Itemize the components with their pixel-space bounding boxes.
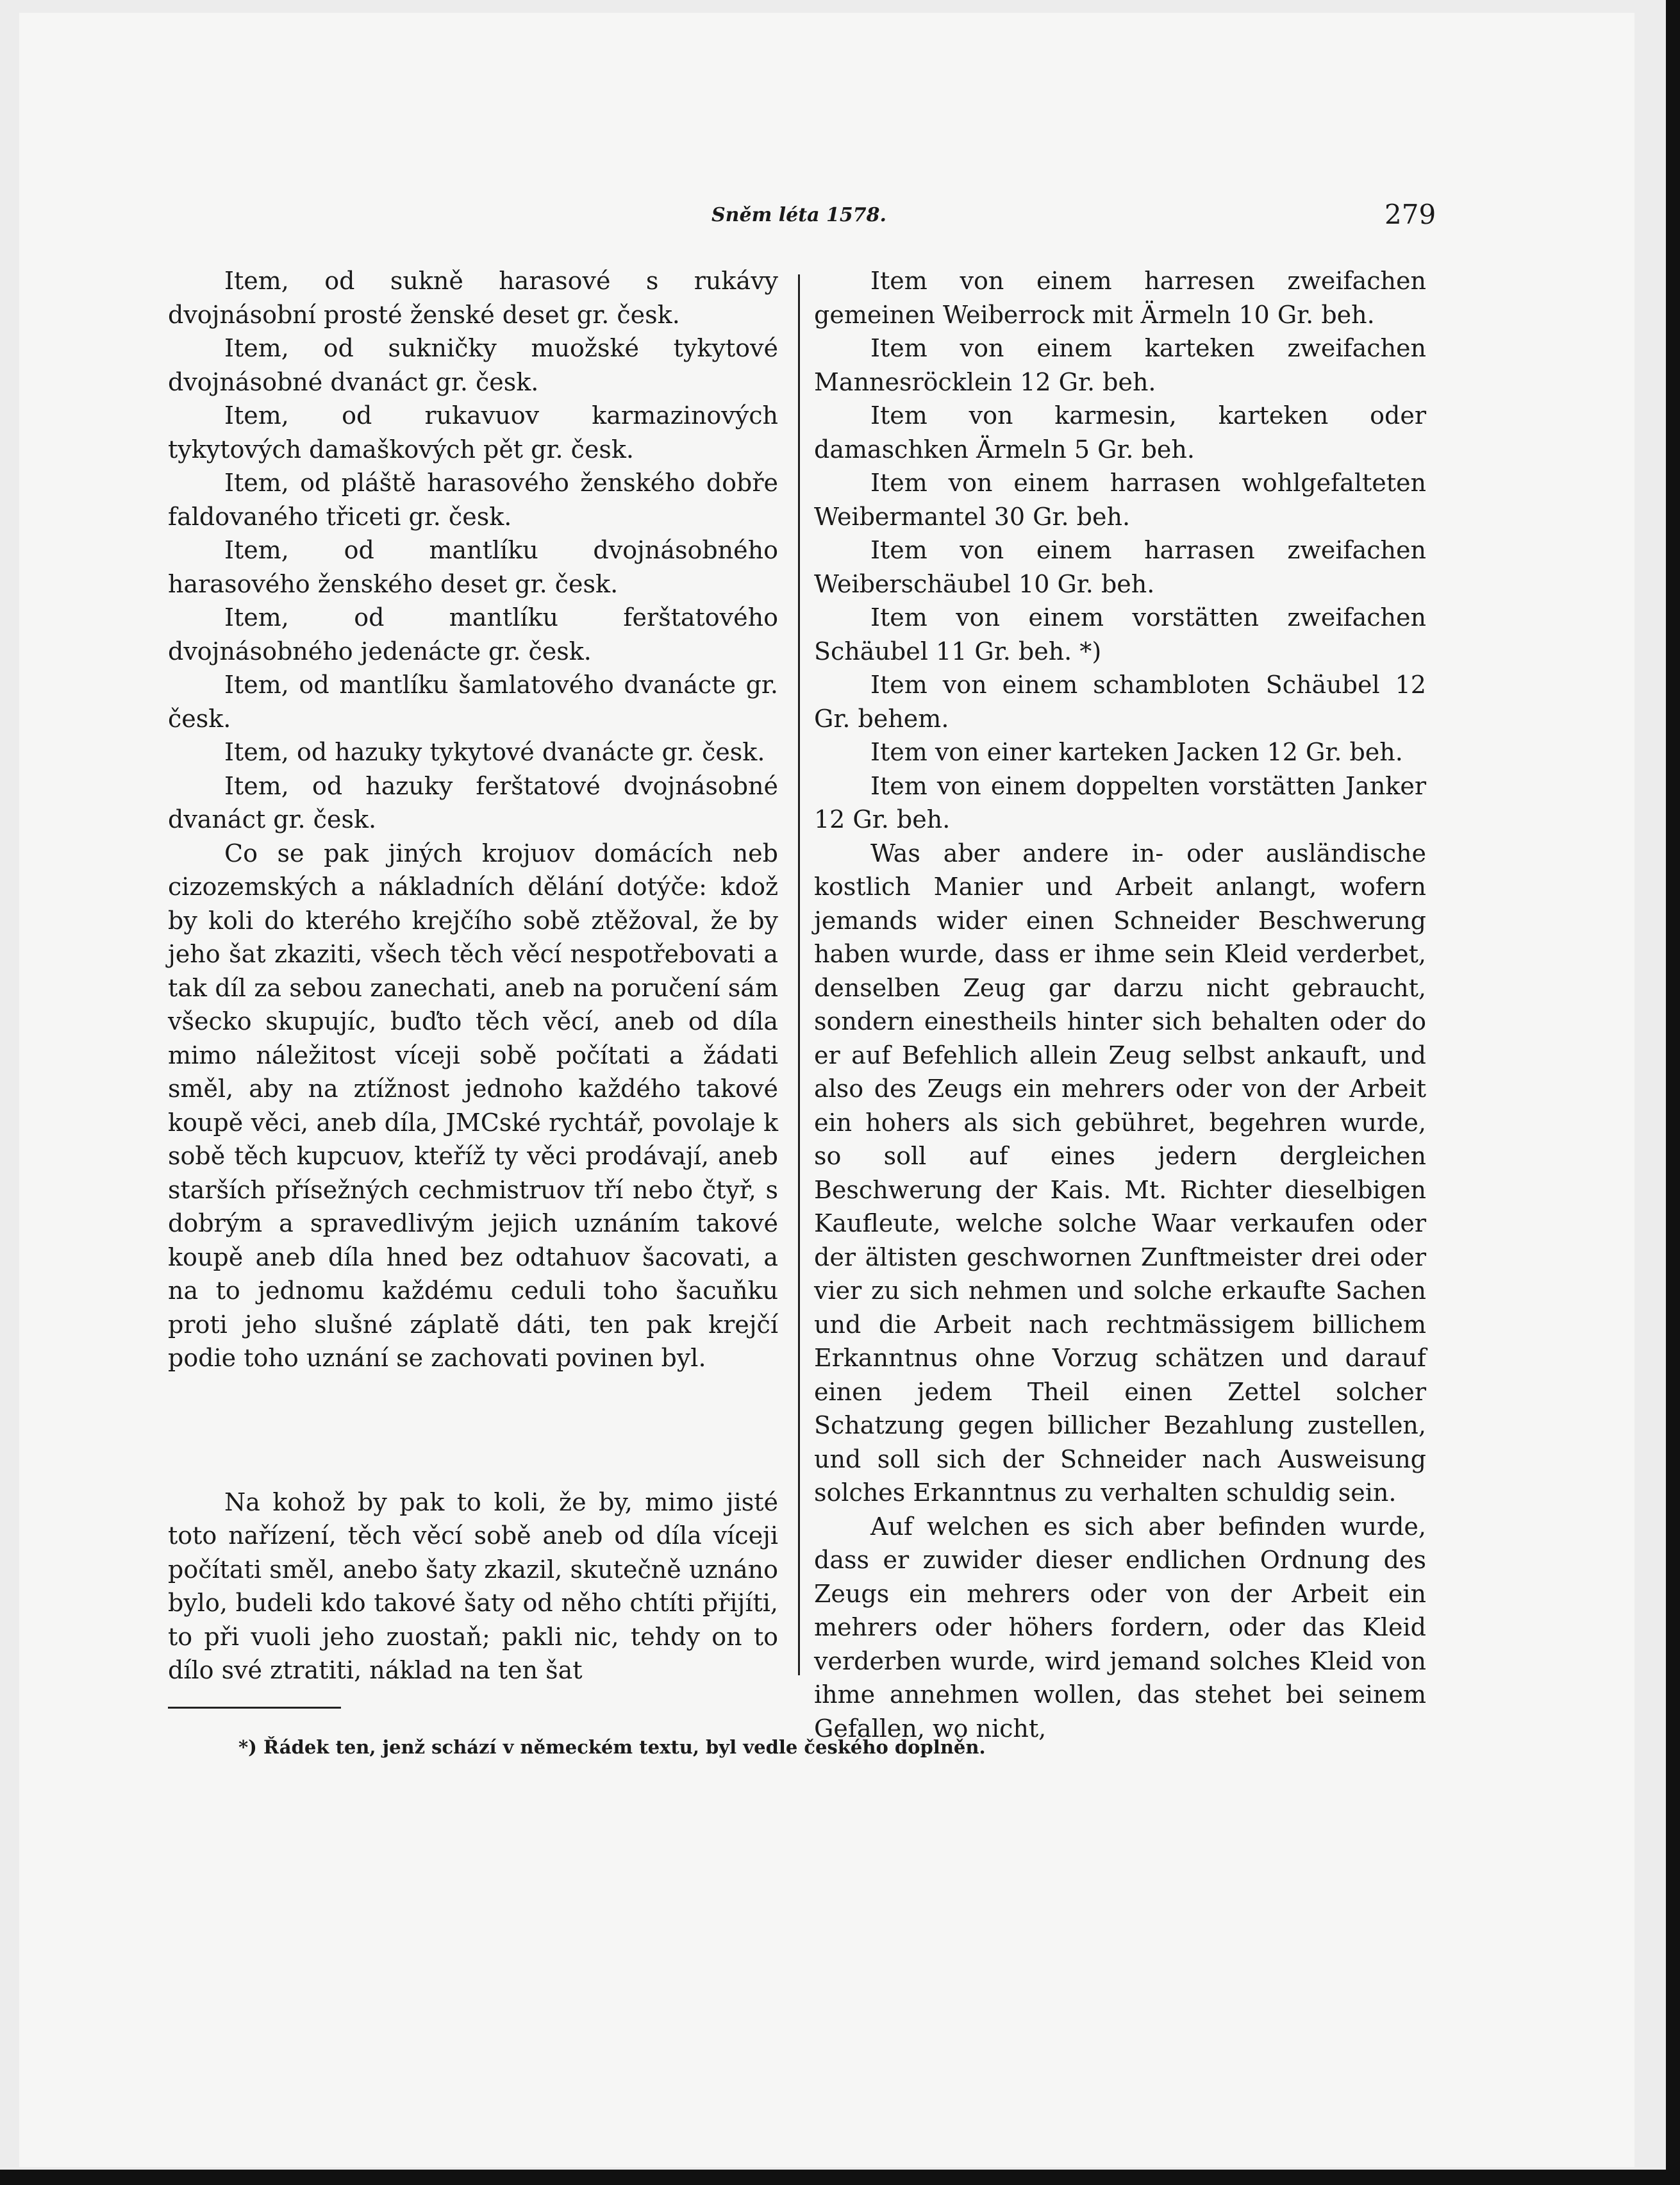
paragraph-gap: [168, 1375, 778, 1486]
left-paragraph: Co se pak jiných krojuov domácích neb cizozemských a nákladních dělání dotýče: kdož by koli do kterého krejčího sobě ztěžoval, že by jeho šat zkaziti, všech těch věcí nespotřebovati a tak díl za sebou zanechati, aneb na poručení sám všecko skupujíc, buďto těch věcí, aneb od díla mimo náležitost víceji sobě počítati a žádati směl, aby na ztížnost jednoho každého takové koupě věci, aneb díla, JMCské rychtář, povolaje k sobě těch kupcuov, kteříž ty věci prodávají, aneb starších přísežných cechmistruov tří nebo čtyř, s dobrým a spravedlivým jejich uznáním takové koupě aneb díla hned bez odtahuov šacovati, a na to jednomu každému ceduli toho šacuňku proti jeho slušné záplatě dáti, ten pak krejčí podie toho uznání se zachovati povinen byl.: [168, 839, 778, 1372]
right-paragraph: Item von einer karteken Jacken 12 Gr. beh.: [870, 738, 1403, 766]
right-paragraph: Item von einem schambloten Schäubel 12 Gr. behem.: [814, 671, 1426, 733]
left-paragraph: Item, od pláště harasového ženského dobře faldovaného třiceti gr. česk.: [168, 469, 778, 531]
scan-border-right: [1666, 0, 1680, 2185]
running-title: Sněm léta 1578.: [711, 204, 886, 226]
column-divider: [798, 274, 800, 1675]
left-paragraph: Item, od mantlíku šamlatového dvanácte gr. česk.: [168, 671, 778, 733]
left-paragraph: Item, od sukničky muožské tykytové dvojnásobné dvanáct gr. česk.: [168, 334, 778, 396]
left-paragraph: Item, od mantlíku dvojnásobného harasového ženského deset gr. česk.: [168, 536, 778, 598]
left-column-czech: [168, 264, 778, 1687]
right-paragraph: Was aber andere in- oder ausländische kostlich Manier und Arbeit anlangt, wofern jemands wider einen Schneider Beschwerung haben wurde, dass er ihme sein Kleid verderbet, denselben Zeug gar darzu nicht gebraucht, sondern einestheils hinter sich behalten oder do er auf Befehlich allein Zeug selbst ankauft, und also des Zeugs ein mehrers oder von der Arbeit ein hohers als sich gebühret, begehren wurde, so soll auf eines jedern dergleichen Beschwerung der Kais. Mt. Richter dieselbigen Kaufleute, welche solche Waar verkaufen oder der ältisten geschwornen Zunftmeister drei oder vier zu sich nehmen und solche erkaufte Sachen und die Arbeit nach rechtmässigem billichem Erkanntnus ohne Vorzug schätzen und darauf einen jedem Theil einen Zettel solcher Schatzung gegen billicher Bezahlung zustellen, und soll sich der Schneider nach Ausweisung solches Erkanntnus zu verhalten schuldig sein.: [814, 839, 1426, 1507]
footnote-rule: [168, 1707, 341, 1709]
right-paragraph: Item von einem harrasen zweifachen Weiberschäubel 10 Gr. beh.: [814, 536, 1426, 598]
right-column-german: [814, 264, 1426, 1745]
left-paragraph: Item, od hazuky tykytové dvanácte gr. česk.: [224, 738, 765, 766]
footnote: *) Řádek ten, jenž schází v německém textu, byl vedle českého doplněn.: [238, 1736, 986, 1758]
right-paragraph: Item von einem harrasen wohlgefalteten Weibermantel 30 Gr. beh.: [814, 469, 1426, 531]
left-paragraph: Item, od hazuky ferštatové dvojnásobné dvanáct gr. česk.: [168, 771, 778, 833]
left-paragraph: Item, od mantlíku ferštatového dvojnásobného jedenácte gr. česk.: [168, 603, 778, 666]
left-paragraph: Item, od sukně harasové s rukávy dvojnásobní prosté ženské deset gr. česk.: [168, 267, 778, 329]
right-paragraph: Item von einem karteken zweifachen Mannesröcklein 12 Gr. beh.: [814, 334, 1426, 396]
right-paragraph: Item von einem doppelten vorstätten Janker 12 Gr. beh.: [814, 771, 1426, 833]
page-number: 279: [1385, 199, 1436, 230]
right-paragraph: Auf welchen es sich aber befinden wurde, dass er zuwider dieser endlichen Ordnung des Zeugs ein mehrers oder von der Arbeit ein mehrers oder höhers fordern, oder das Kleid verderben wurde, wird jemand solches Kleid von ihme annehmen wollen, das stehet bei seinem Gefallen, wo nicht,: [814, 1512, 1426, 1743]
right-paragraph: Item von einem harresen zweifachen gemeinen Weiberrock mit Ärmeln 10 Gr. beh.: [814, 267, 1426, 329]
scan-border-bottom: [0, 2170, 1680, 2185]
left-paragraph: Item, od rukavuov karmazinových tykytových damaškových pět gr. česk.: [168, 401, 778, 464]
right-paragraph: Item von karmesin, karteken oder damaschken Ärmeln 5 Gr. beh.: [814, 401, 1426, 464]
right-paragraph: Item von einem vorstätten zweifachen Schäubel 11 Gr. beh. *): [814, 603, 1426, 666]
left-paragraph: Na kohož by pak to koli, že by, mimo jisté toto nařízení, těch věcí sobě aneb od díla víceji počítati směl, anebo šaty zkazil, skutečně uznáno bylo, budeli kdo takové šaty od něho chtíti přijíti, to při vuoli jeho zuostaň; pakli nic, tehdy on to dílo své ztratiti, náklad na ten šat: [168, 1487, 778, 1684]
